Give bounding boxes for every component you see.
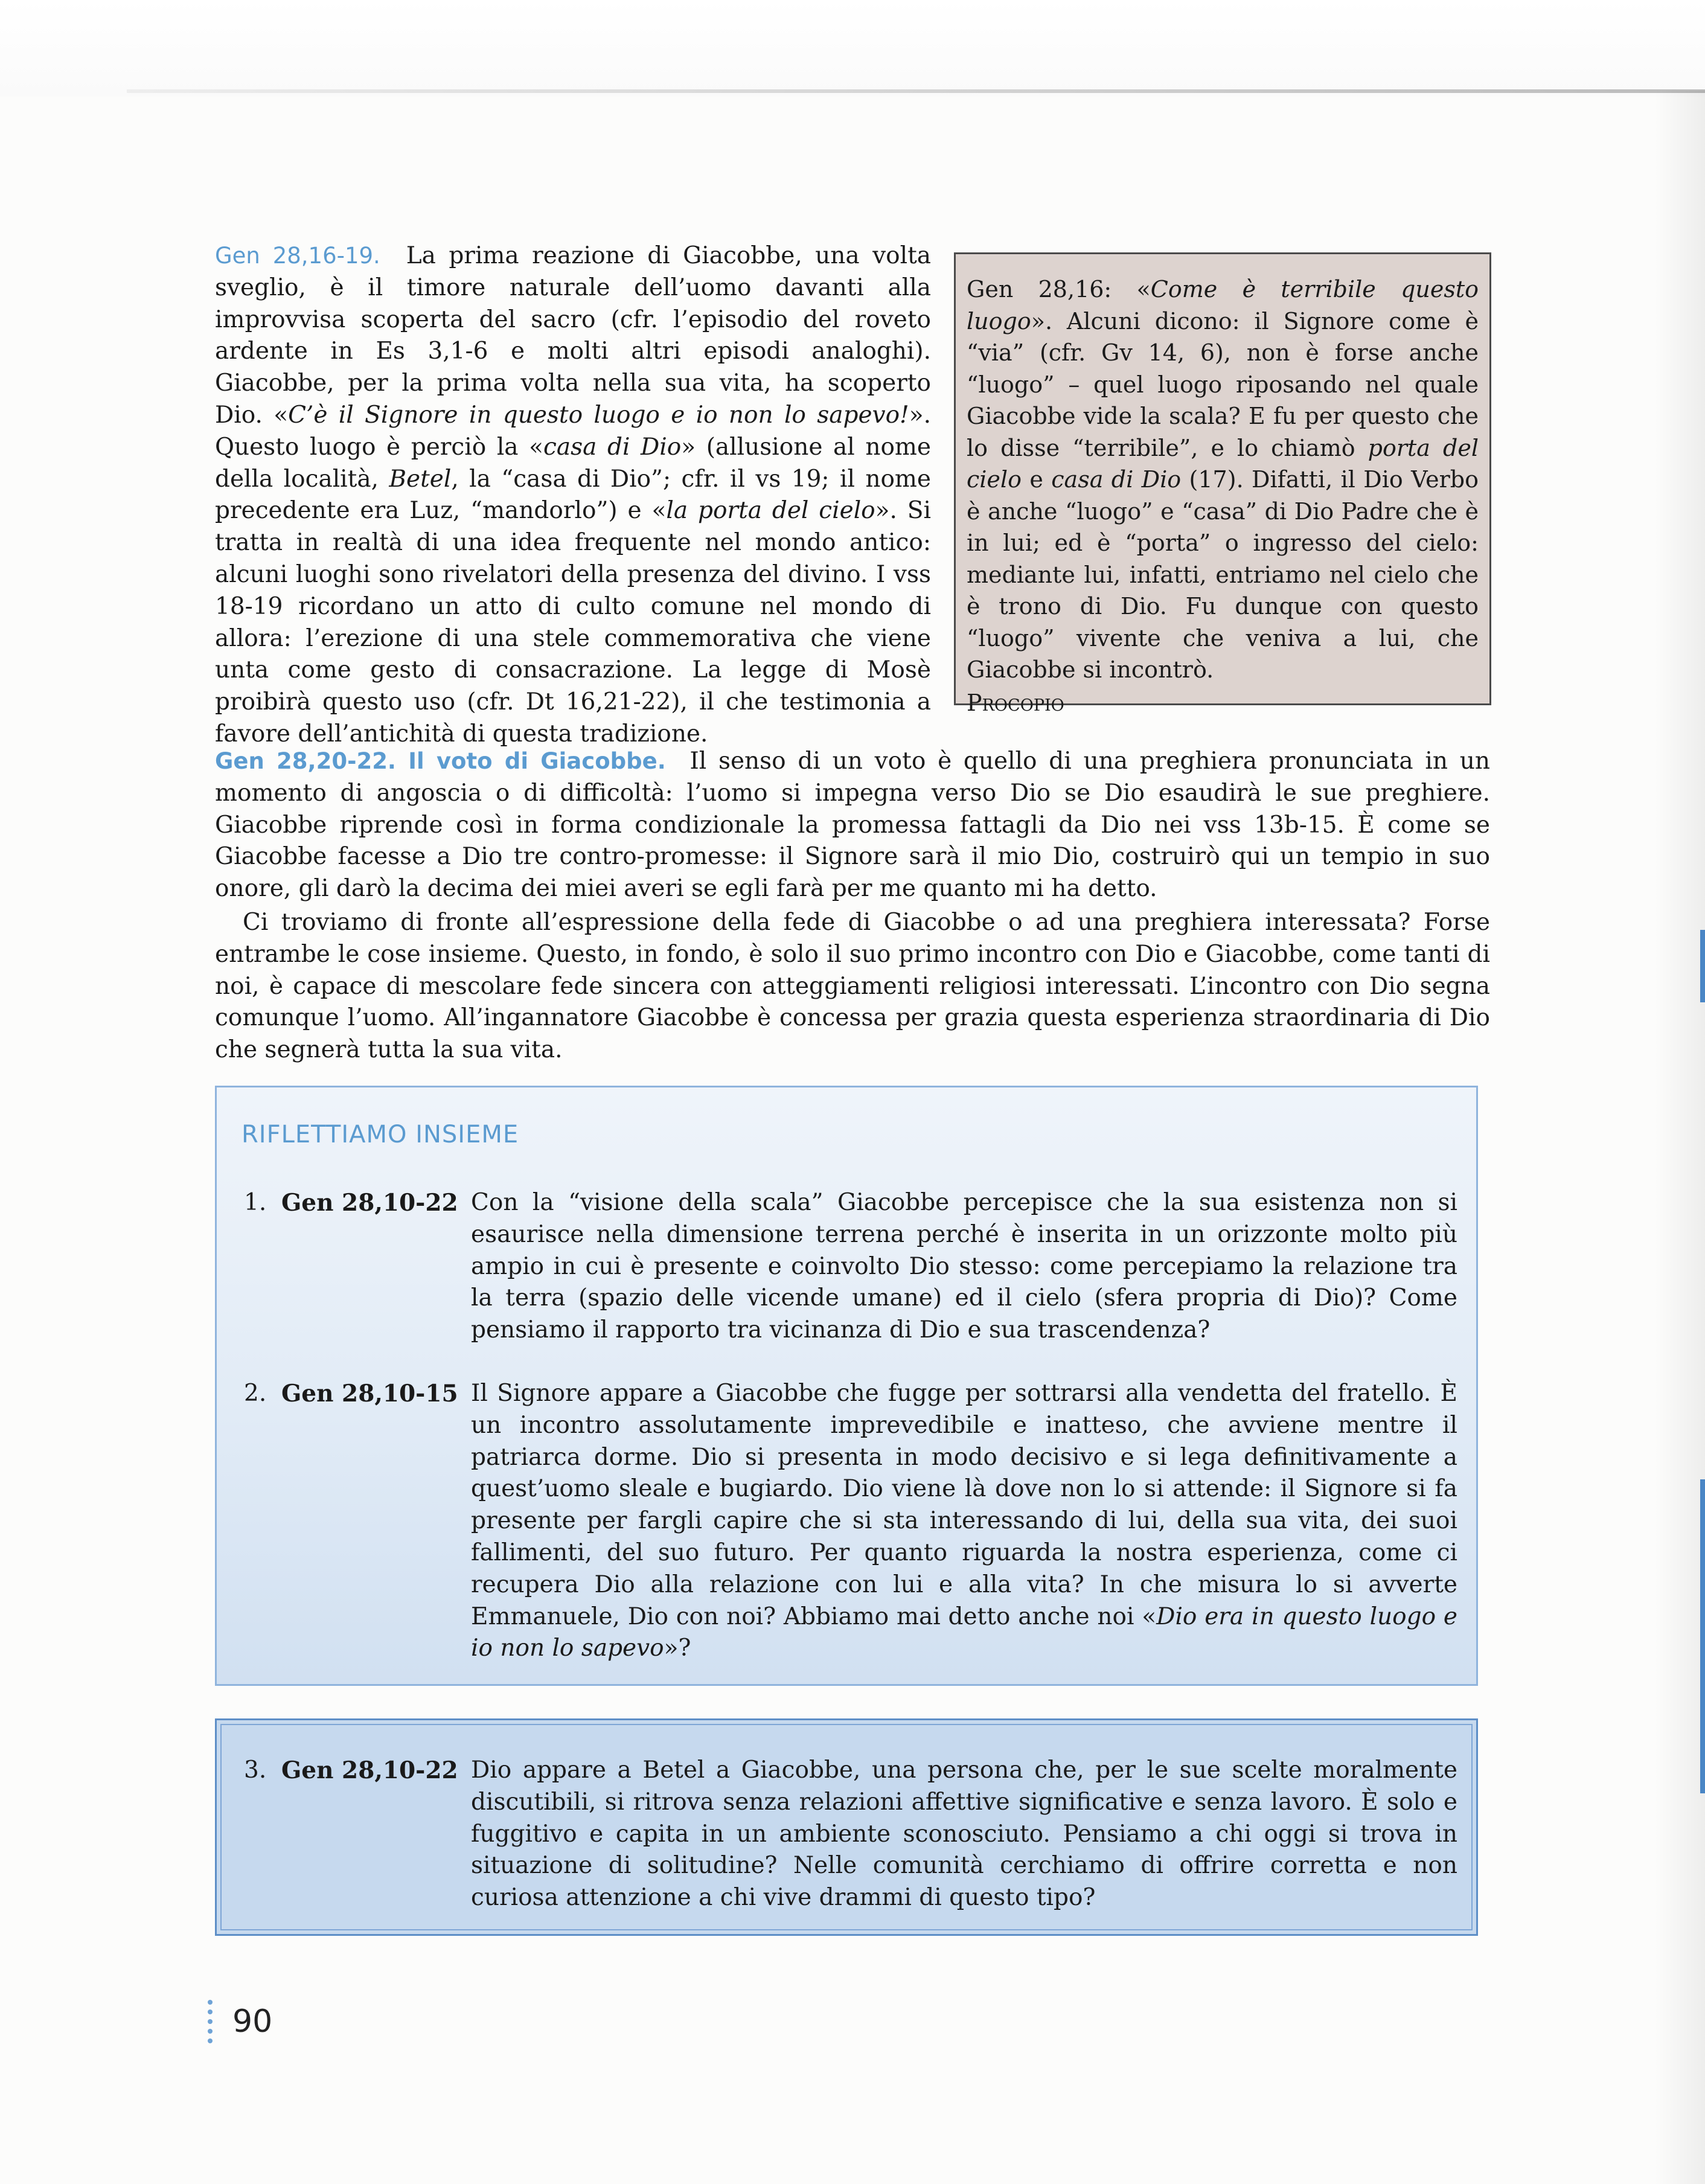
dot-marker bbox=[208, 2019, 213, 2024]
spine-color-mark bbox=[1700, 930, 1705, 1002]
quote-box bbox=[954, 252, 1491, 716]
dot-marker bbox=[208, 2000, 213, 2005]
dot-marker bbox=[208, 2029, 213, 2034]
item-text: Con la “visione della scala” Giacobbe percepisce che la sua esistenza non si esaurisce nella dimensione terrena perché è inserita in un orizzonte molto più ampio in cui è presente e coinvolto Dio stesso: come percepiamo la relazione tra la terra (spazio delle vicende umane) ed il cielo (sfera propria di Dio)? Come pensiamo il rapporto tra vicinanza di Dio e sua trascendenza? bbox=[471, 1189, 1457, 1344]
scan-background bbox=[0, 0, 1705, 97]
dot-marker bbox=[208, 2009, 213, 2014]
reflection-item bbox=[244, 1187, 1457, 1348]
item-text: Il Signore appare a Giacobbe che fugge per sottrarsi alla vendetta del fratello. È un incontro assolutamente imprevedibile e inatteso, che avviene mentre il patriarca dorme. Dio si presenta in modo decisivo e si lega definitivamente a quest’uomo sleale e bugiardo. Dio viene là dove non lo si attende: il Signore si fa presente per fargli capire che si sta interessando di lui, della sua vita, dei suoi fallimenti, del suo futuro. Per quanto riguarda la nostra esperienza, come ci recupera Dio alla relazione con lui e alla vita? In che misura lo si avverte Emmanuele, Dio con noi? Abbiamo mai detto anche noi «Dio era in questo luogo e io non lo sapevo»? bbox=[471, 1380, 1457, 1662]
item-number: 2. bbox=[244, 1380, 267, 1407]
reflection-item bbox=[244, 1755, 1457, 1915]
quote-text: Gen 28,16: «Come è terribile questo luogo». Alcuni dicono: il Signore come è “via” (cfr. Gv 14, 6), non è forse anche “luogo” – quel luogo riposando nel quale Giacobbe vide la scala? E fu per questo che lo disse “terribile”, e lo chiamò porta del cielo e casa di Dio (17). Difatti, il Dio Verbo è anche “luogo” e “casa” di Dio Padre che è in lui; ed è “porta” o ingresso del cielo: mediante lui, infatti, entriamo nel cielo che è trono di Dio. Fu dunque con questo “luogo” vivente che veniva a lui, che Giacobbe si incontrò. bbox=[967, 276, 1479, 683]
item-reference: Gen 28,10-15 bbox=[281, 1380, 458, 1407]
dot-marker bbox=[208, 2038, 213, 2043]
verse-reference: Gen 28,16-19. bbox=[215, 243, 380, 269]
commentary-paragraph-3: Ci troviamo di fronte all’espressione della fede di Giacobbe o ad una preghiera interessata? Forse entrambe le cose insieme. Questo, in fondo, è solo il suo primo incontro con Dio e Giacobbe, come tanti di noi, è capace di mescolare fede sincera con atteggiamenti religiosi interessati. L’incontro con Dio segna comunque l’uomo. All’ingannatore Giacobbe è concessa per grazia questa esperienza straordinaria di Dio che segnerà tutta la sua vita. bbox=[215, 909, 1490, 1064]
reflection-item bbox=[244, 1378, 1457, 1668]
page-number-dots bbox=[208, 2000, 215, 2048]
spine-color-mark bbox=[1700, 1479, 1705, 1793]
reflection-heading: RIFLETTIAMO INSIEME bbox=[242, 1121, 519, 1148]
commentary-paragraph-2: Gen 28,20-22. Il voto di Giacobbe. Il senso di un voto è quello di una preghiera pronunciata in un momento di angoscia o di difficoltà: l’uomo si impegna verso Dio se Dio esaudirà le sue preghiere. Giacobbe riprende così in forma condizionale la promessa fattagli da Dio nei vss 13b-15. È come se Giacobbe facesse a Dio tre contro-promesse: il Signore sarà il mio Dio, costruirò qui un tempio in suo onore, gli darò la decima dei miei averi se egli farà per me quanto mi ha detto. bbox=[215, 748, 1491, 903]
page-number: 90 bbox=[232, 2003, 273, 2040]
item-number: 1. bbox=[244, 1189, 267, 1216]
page-top-edge bbox=[127, 89, 1705, 93]
item-reference: Gen 28,10-22 bbox=[281, 1756, 458, 1784]
item-number: 3. bbox=[244, 1756, 267, 1784]
book-spine-shadow bbox=[1654, 91, 1705, 2184]
verse-reference: Gen 28,20-22. Il voto di Giacobbe. bbox=[215, 748, 666, 774]
quote-author: Procopio bbox=[967, 689, 1064, 716]
commentary-paragraph-1: Gen 28,16-19. La prima reazione di Giacobbe, una volta sveglio, è il timore naturale dell’uomo davanti alla improvvisa scoperta del sacro (cfr. l’episodio del roveto ardente in Es 3,1-6 e molti altri episodi analoghi). Giacobbe, per la prima volta nella sua vita, ha scoperto Dio. «C’è il Signore in questo luogo e io non lo sapevo!». Questo luogo è perciò la «casa di Dio» (allusione al nome della località, Betel, la “casa di Dio”; cfr. il vs 19; il nome precedente era Luz, “mandorlo”) e «la porta del cielo». Si tratta in realtà di una idea frequente nel mondo antico: alcuni luoghi sono rivelatori della presenza del divino. I vss 18-19 ricordano un atto di culto comune nel mondo di allora: l’erezione di una stele commemorativa che viene unta come gesto di consacrazione. La legge di Mosè proibirà questo uso (cfr. Dt 16,21-22), il che testimonia a favore dell’antichità di questa tradizione. bbox=[215, 242, 932, 748]
item-text: Dio appare a Betel a Giacobbe, una persona che, per le sue scelte moralmente discutibili, si ritrova senza relazioni affettive significative e senza lavoro. È solo e fuggitivo e capita in un ambiente sconosciuto. Pensiamo a chi oggi si trova in situazione di solitudine? Nelle comunità cerchiamo di offrire corretta e non curiosa attenzione a chi vive drammi di questo tipo? bbox=[471, 1756, 1457, 1912]
item-reference: Gen 28,10-22 bbox=[281, 1189, 458, 1217]
